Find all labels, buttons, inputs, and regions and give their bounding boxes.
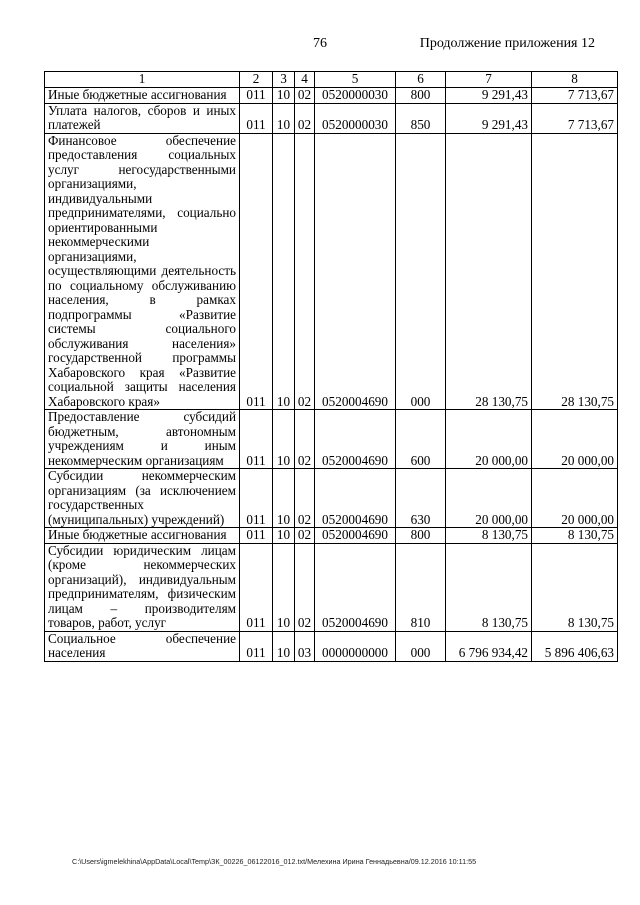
column-header: 4 [295,72,315,88]
ministry-code-cell: 011 [240,469,273,528]
appendix-continuation-title: Продолжение приложения 12 [419,36,595,51]
subsection-cell: 02 [295,543,315,631]
amount-cell: 9 291,43 [446,103,532,133]
table-row [45,469,618,528]
subsection-cell: 02 [295,133,315,410]
ministry-code-cell: 011 [240,410,273,469]
section-cell: 10 [273,103,295,133]
row-name-cell: Финансовое обеспечение предоставления социальных услуг негосударственными организациями, индивидуальными предпринимателями, социально ориентированными некоммерческими организациями, осуществляющими деятельность по социальному обслуживанию населения, в рамках подпрограммы «Развитие системы социального обслуживания населения» государственной программы Хабаровского края «Развитие социальной защиты населения Хабаровского края» [45,133,240,410]
amount-cell: 7 713,67 [532,103,618,133]
subsection-cell: 03 [295,631,315,661]
target-article-cell: 0520004690 [315,469,396,528]
ministry-code-cell: 011 [240,133,273,410]
section-cell: 10 [273,410,295,469]
amount-cell: 8 130,75 [532,543,618,631]
target-article-cell: 0520000030 [315,88,396,104]
section-cell: 10 [273,543,295,631]
expense-type-cell: 850 [396,103,446,133]
column-header: 8 [532,72,618,88]
ministry-code-cell: 011 [240,631,273,661]
table-row [45,631,618,661]
table-header-row [45,72,618,88]
amount-cell: 20 000,00 [446,469,532,528]
target-article-cell: 0520000030 [315,103,396,133]
subsection-cell: 02 [295,469,315,528]
row-name-cell: Предоставление субсидий бюджетным, автономным учреждениям и иным некоммерческим организациям [45,410,240,469]
budget-table [44,71,618,662]
row-name-cell: Уплата налогов, сборов и иных платежей [45,103,240,133]
amount-cell: 20 000,00 [532,410,618,469]
subsection-cell: 02 [295,103,315,133]
table-row [45,410,618,469]
expense-type-cell: 800 [396,88,446,104]
subsection-cell: 02 [295,410,315,469]
expense-type-cell: 800 [396,528,446,544]
amount-cell: 20 000,00 [446,410,532,469]
table-row [45,528,618,544]
section-cell: 10 [273,88,295,104]
amount-cell: 8 130,75 [532,528,618,544]
section-cell: 10 [273,469,295,528]
subsection-cell: 02 [295,88,315,104]
table-row [45,133,618,410]
ministry-code-cell: 011 [240,543,273,631]
target-article-cell: 0520004690 [315,133,396,410]
document-path-footer: C:\Users\igmelekhina\AppData\Local\Temp\ЗК_00226_06122016_012.txt/Мелехина Ирина Геннадьевна/09.12.2016 10:11:55 [72,857,477,866]
expense-type-cell: 000 [396,631,446,661]
subsection-cell: 02 [295,528,315,544]
amount-cell: 9 291,43 [446,88,532,104]
amount-cell: 8 130,75 [446,528,532,544]
ministry-code-cell: 011 [240,103,273,133]
column-header: 6 [396,72,446,88]
expense-type-cell: 810 [396,543,446,631]
row-name-cell: Субсидии юридическим лицам (кроме некоммерческих организаций), индивидуальным предпринимателям, физическим лицам – производителям товаров, работ, услуг [45,543,240,631]
column-header: 2 [240,72,273,88]
table-row [45,103,618,133]
row-name-cell: Иные бюджетные ассигнования [45,528,240,544]
section-cell: 10 [273,133,295,410]
table-row [45,543,618,631]
ministry-code-cell: 011 [240,88,273,104]
target-article-cell: 0520004690 [315,410,396,469]
target-article-cell: 0520004690 [315,543,396,631]
amount-cell: 5 896 406,63 [532,631,618,661]
amount-cell: 7 713,67 [532,88,618,104]
row-name-cell: Социальное обеспечение населения [45,631,240,661]
column-header: 1 [45,72,240,88]
table-row [45,88,618,104]
page-number: 76 [313,36,327,51]
column-header: 5 [315,72,396,88]
amount-cell: 20 000,00 [532,469,618,528]
row-name-cell: Иные бюджетные ассигнования [45,88,240,104]
amount-cell: 8 130,75 [446,543,532,631]
column-header: 3 [273,72,295,88]
ministry-code-cell: 011 [240,528,273,544]
amount-cell: 28 130,75 [532,133,618,410]
amount-cell: 6 796 934,42 [446,631,532,661]
section-cell: 10 [273,528,295,544]
expense-type-cell: 630 [396,469,446,528]
row-name-cell: Субсидии некоммерческим организациям (за исключением государственных (муниципальных) учреждений) [45,469,240,528]
target-article-cell: 0000000000 [315,631,396,661]
column-header: 7 [446,72,532,88]
section-cell: 10 [273,631,295,661]
target-article-cell: 0520004690 [315,528,396,544]
expense-type-cell: 000 [396,133,446,410]
expense-type-cell: 600 [396,410,446,469]
amount-cell: 28 130,75 [446,133,532,410]
